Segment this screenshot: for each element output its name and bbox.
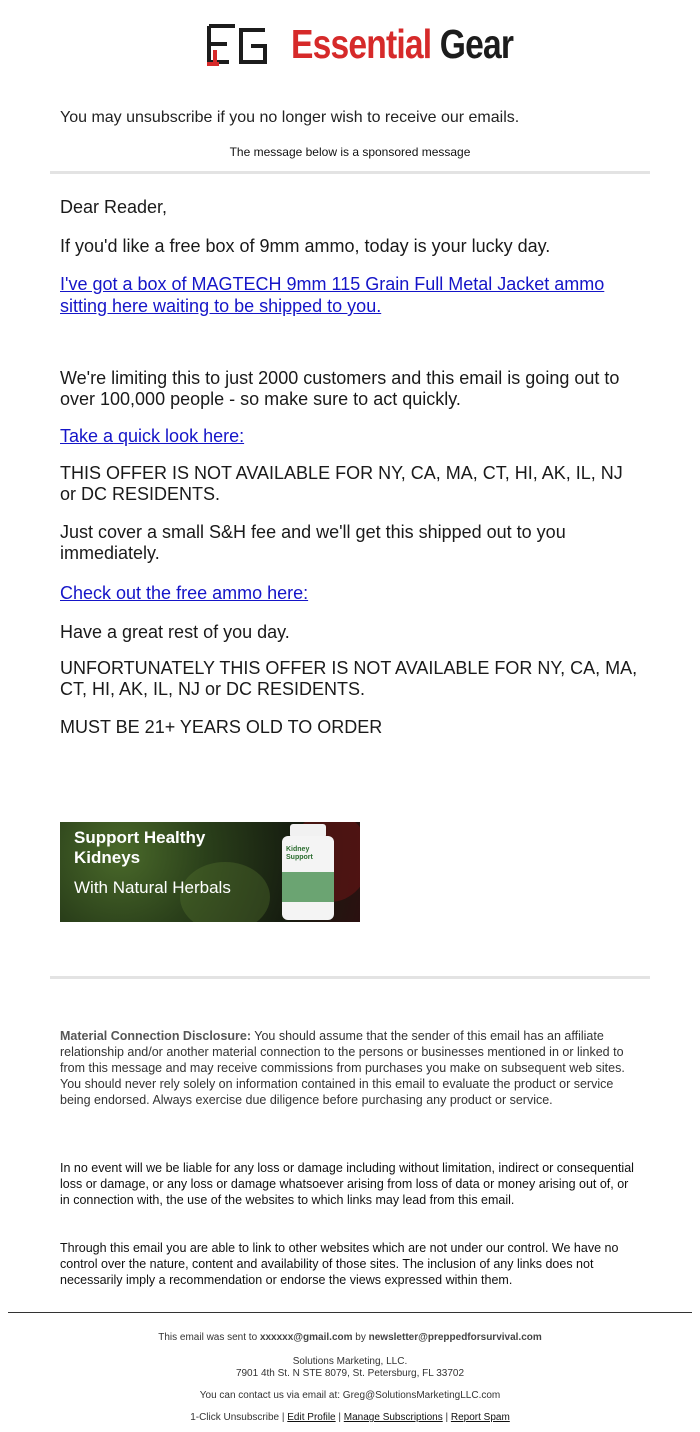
magtech-offer-link[interactable]: I've got a box of MAGTECH 9mm 115 Grain Full Metal Jacket ammo sitting here waiting to be shipped to you.	[60, 274, 605, 316]
footer-company: Solutions Marketing, LLC.	[292, 1356, 408, 1367]
brand-word-essential: Essential	[291, 21, 432, 67]
free-ammo-link-wrap	[60, 583, 650, 604]
greeting: Dear Reader,	[60, 197, 168, 217]
bottle-stripe	[282, 872, 334, 902]
paragraph-age: MUST BE 21+ YEARS OLD TO ORDER	[60, 717, 383, 737]
magtech-link-wrap	[60, 273, 640, 317]
sponsored-note: The message below is a sponsored message	[229, 145, 471, 159]
brand-logo	[205, 18, 514, 70]
quick-look-link[interactable]: Take a quick look here:	[60, 426, 245, 446]
banner-headline: Support Healthy Kidneys	[74, 828, 206, 867]
disclosure-text: You should assume that the sender of this email has an affiliate relationship and/or another material connection to the persons or businesses mentioned in or linked to from this message and may receive commissions from purchases you make on subsequent web sites. You should never rely solely on information contained in this email to evaluate the product or service being endorsed. Always exercise due diligence before purchasing any product or service.	[60, 1029, 625, 1107]
unsubscribe-note: You may unsubscribe if you no longer wish to receive our emails.	[60, 109, 520, 126]
footer-separator: |	[442, 1412, 451, 1423]
paragraph-great-day: Have a great rest of you day.	[60, 622, 290, 642]
kidney-support-banner[interactable]	[60, 822, 360, 922]
paragraph-sh-fee: Just cover a small S&H fee and we'll get this shipped out to you immediately.	[60, 522, 566, 563]
footer-separator: |	[279, 1412, 288, 1423]
free-ammo-link[interactable]: Check out the free ammo here:	[60, 583, 309, 603]
sent-prefix: This email was sent to	[158, 1332, 260, 1343]
supplement-bottle-icon	[280, 824, 336, 920]
eg-logo-icon	[205, 20, 269, 68]
disclosure-title: Material Connection Disclosure:	[60, 1029, 252, 1043]
paragraph-limit: We're limiting this to just 2000 customers and this email is going out to over 100,000 people - so make sure to act quickly.	[60, 368, 620, 409]
sender-email: newsletter@preppedforsurvival.com	[368, 1332, 542, 1343]
report-spam-link[interactable]: Report Spam	[450, 1412, 510, 1423]
liability-disclaimer: In no event will we be liable for any loss or damage including without limitation, indirect or consequential loss or damage, or any loss or damage whatsoever arising from loss of data or money arising out of, or in connection with, the use of the websites to which links may lead from this email.	[60, 1161, 634, 1207]
divider-top	[50, 171, 650, 174]
recipient-email: xxxxxx@gmail.com	[259, 1332, 353, 1343]
brand-wordmark	[291, 18, 513, 70]
manage-subscriptions-link[interactable]: Manage Subscriptions	[343, 1412, 443, 1423]
external-links-disclaimer: Through this email you are able to link to other websites which are not under our control. We have no control over the nature, content and availability of those sites. The inclusion of any links does not necessarily imply a recommendation or endorse the views expressed within them.	[60, 1241, 619, 1287]
footer-sent-to	[0, 1332, 700, 1344]
sent-by: by	[352, 1332, 369, 1343]
paragraph-restriction: THIS OFFER IS NOT AVAILABLE FOR NY, CA, MA, CT, HI, AK, IL, NJ or DC RESIDENTS.	[60, 463, 623, 504]
banner-subline: With Natural Herbals	[74, 878, 231, 897]
one-click-unsubscribe[interactable]: 1-Click Unsubscribe	[190, 1412, 280, 1423]
footer-address: 7901 4th St. N STE 8079, St. Petersburg, FL 33702	[235, 1368, 465, 1379]
footer-contact: You can contact us via email at: Greg@SolutionsMarketingLLC.com	[199, 1390, 501, 1401]
paragraph-free-box: If you'd like a free box of 9mm ammo, today is your lucky day.	[60, 236, 551, 256]
footer-separator: |	[335, 1412, 344, 1423]
quick-look-link-wrap	[60, 426, 650, 447]
paragraph-restriction-2: UNFORTUNATELY THIS OFFER IS NOT AVAILABLE FOR NY, CA, MA, CT, HI, AK, IL, NJ or DC RESIDENTS.	[60, 658, 638, 699]
footer-divider	[8, 1312, 692, 1313]
footer-links	[0, 1412, 700, 1424]
brand-word-gear: Gear	[439, 21, 514, 67]
bottle-label: Kidney Support	[286, 846, 313, 861]
edit-profile-link[interactable]: Edit Profile	[287, 1412, 336, 1423]
divider-bottom	[50, 976, 650, 979]
material-disclosure	[60, 1028, 640, 1108]
